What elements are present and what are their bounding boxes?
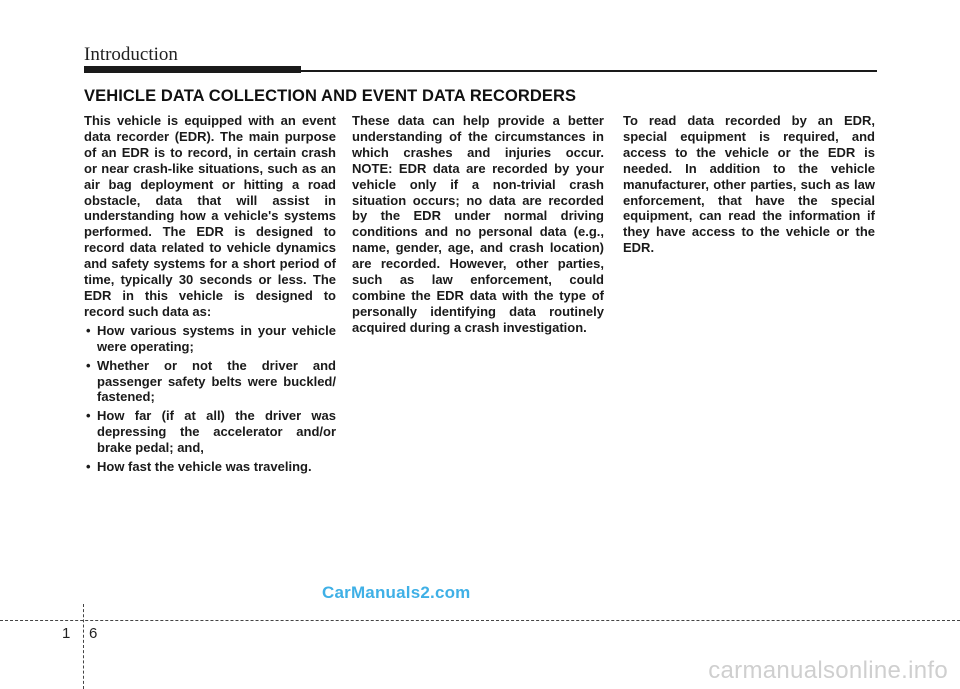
edr-data-list <box>84 323 336 475</box>
column-2 <box>352 113 604 336</box>
column-3 <box>623 113 875 256</box>
list-item: • Whether or not the driver and passenger safety belts were buckled/ fastened; <box>84 358 336 406</box>
column-3-text: To read data recorded by an EDR, special equipment is required, and access to the vehicle or the EDR is needed. In addition to the vehicle manufacturer, other parties, such as law enforcement, that have the special equipment, can read the information if they have access to the vehicle or the EDR. <box>623 113 875 256</box>
list-item: • How fast the vehicle was traveling. <box>84 459 336 475</box>
watermark-footer: carmanualsonline.info <box>708 657 948 684</box>
header-title: Introduction <box>84 44 178 65</box>
watermark-carmanuals: CarManuals2.com <box>322 583 471 602</box>
header-rule-thin <box>301 70 877 72</box>
header-rule-thick <box>84 66 301 73</box>
column-2-text: These data can help provide a better understanding of the circumstances in which crashes and injuries occur. NOTE: EDR data are recorded by your vehicle only if a non-trivial crash situation occurs; no data are recorded by the EDR under normal driving conditions and no personal data (e.g., name, gender, age, and crash location) are recorded. However, other parties, such as law enforcement, could combine the EDR data with the type of personally identifying data routinely acquired during a crash investigation. <box>352 113 604 335</box>
footer-divider <box>0 620 960 621</box>
list-item: • How far (if at all) the driver was depressing the accelerator and/or brake pedal; and, <box>84 408 336 456</box>
list-item: • How various systems in your vehicle were operating; <box>84 323 336 355</box>
page-number: 6 <box>89 625 98 642</box>
column-1-intro: This vehicle is equipped with an event data recorder (EDR). The main purpose of an EDR is to record, in certain crash or near crash-like situations, such as an air bag deployment or hitting a road obstacle, data that will assist in understanding how a vehicle's systems performed. The EDR is designed to record data related to vehicle dynamics and safety systems for a short period of time, typically 30 seconds or less. The EDR in this vehicle is designed to record such data as: <box>84 113 336 319</box>
section-title: VEHICLE DATA COLLECTION AND EVENT DATA RECORDERS <box>84 87 577 105</box>
footer-page-divider <box>83 604 84 689</box>
column-1 <box>84 113 336 475</box>
chapter-number: 1 <box>62 625 71 642</box>
